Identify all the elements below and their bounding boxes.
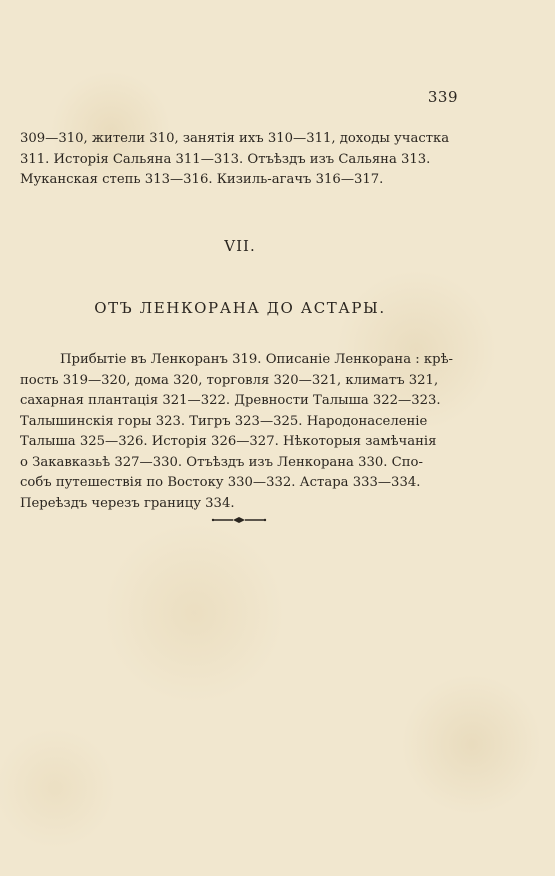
- summary-line: 309—310, жители 310, занятія ихъ 310—311, доходы участка: [20, 131, 450, 146]
- summary-line: Переѣздъ черезъ границу 334.: [20, 495, 235, 511]
- page-number: 339: [427, 88, 458, 106]
- summary-line: собъ путешествія по Востоку 330—332. Астара 333—334.: [20, 475, 421, 490]
- summary-line: Муканская степь 313—316. Кизиль-агачъ 316—317.: [20, 172, 384, 187]
- summary-line: Талыша 325—326. Исторія 326—327. Нѣкоторыя замѣчанія: [20, 434, 437, 449]
- summary-line: Талышинскія горы 323. Тигръ 323—325. Народонаселеніе: [20, 413, 428, 429]
- chapter-summary: [20, 350, 472, 514]
- chapter-title: ОТЪ ЛЕНКОРАНА ДО АСТАРЫ.: [94, 299, 386, 317]
- chapter-number: VII.: [224, 237, 256, 255]
- summary-line: сахарная плантація 321—322. Древности Талыша 322—323.: [20, 393, 441, 408]
- summary-line: Прибытіе въ Ленкоранъ 319. Описаніе Ленкорана : крѣ-: [60, 352, 453, 367]
- previous-chapter-summary-continuation: [20, 129, 472, 191]
- summary-line: пость 319—320, дома 320, торговля 320—321, климатъ 321,: [20, 372, 439, 388]
- summary-line: о Закавказьѣ 327—330. Отъѣздъ изъ Ленкорана 330. Спо-: [20, 454, 423, 470]
- ornament-divider: [211, 515, 267, 525]
- summary-line: 311. Исторія Сальяна 311—313. Отъѣздъ изъ Сальяна 313.: [20, 151, 431, 167]
